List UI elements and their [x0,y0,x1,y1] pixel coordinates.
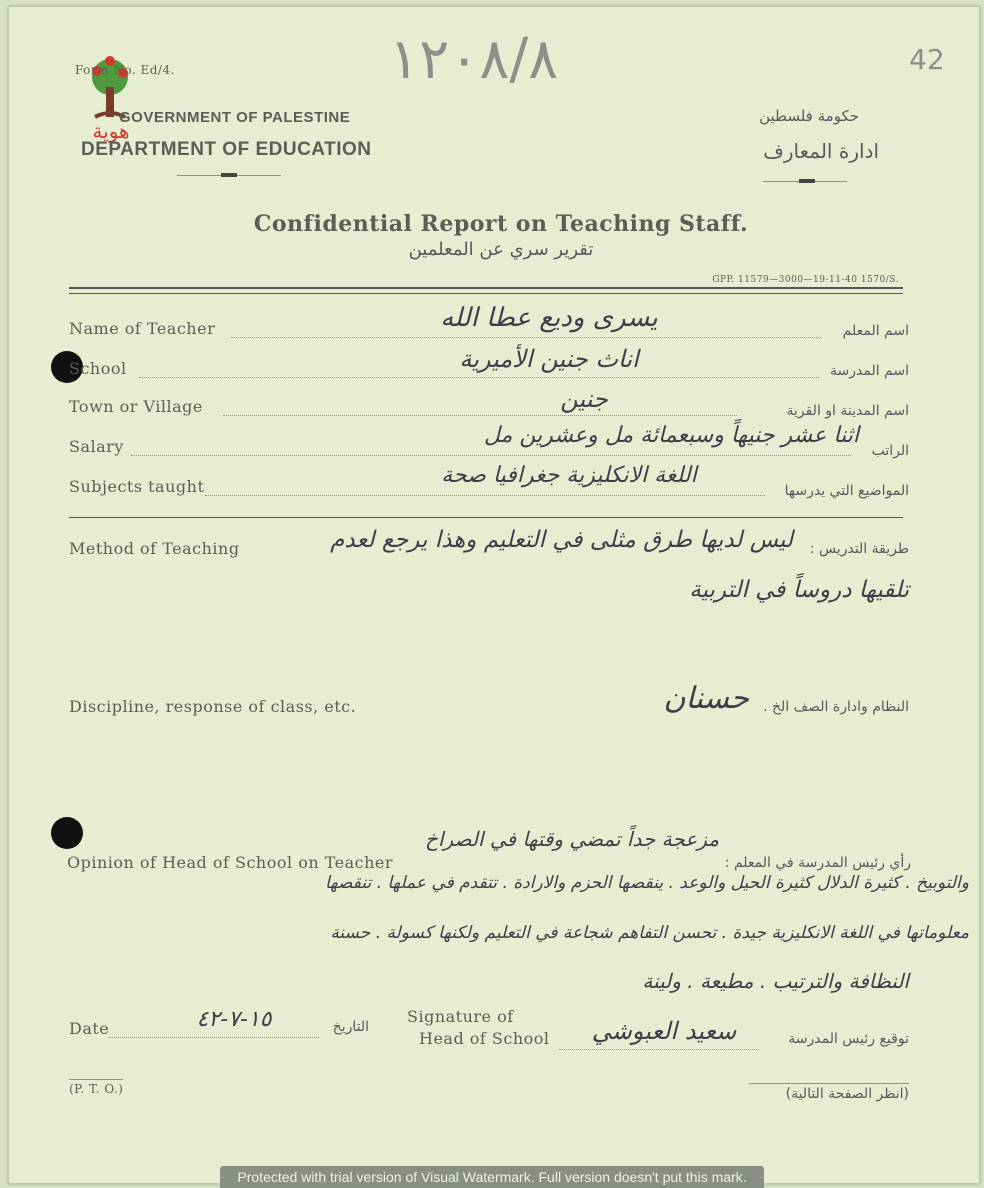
header-rule-left-mark [221,173,237,177]
school-label-arabic: اسم المدرسة [830,363,909,379]
form-number: Form No. Ed/4. [75,63,175,77]
name-label-arabic: اسم المعلم [842,323,909,339]
school-label: School [69,359,127,378]
salary-dotted-line [131,455,851,456]
method-label-arabic: طريقة التدريس : [809,541,909,557]
town-label-arabic: اسم المدينة او القرية [786,403,909,419]
name-value: يسرى وديع عطا الله [440,303,658,333]
page-corner-number: 42 [909,43,945,76]
title-rule-bottom [69,293,903,294]
subjects-label-arabic: المواضيع التي يدرسها [784,483,909,499]
school-value: اناث جنين الأميرية [459,345,639,373]
signature-dotted-line [559,1049,759,1050]
opinion-label: Opinion of Head of School on Teacher [67,853,394,872]
signature-label-line-1: Signature of [407,1007,514,1026]
town-value: جنين [560,385,608,413]
print-code: GPP. 11579—3000—19-11-40 1570/S. [712,275,899,285]
fields-rule [69,517,903,518]
opinion-value-line-4: النظافة والترتيب . مطيعة . ولينة [642,969,909,993]
header-rule-right-mark [799,179,815,183]
pto-label: (P. T. O.) [69,1079,123,1096]
punch-hole-bottom [51,817,83,849]
subjects-value: اللغة الانكليزية جغرافيا صحة [441,463,697,488]
name-label: Name of Teacher [69,319,216,338]
date-value: ١٥-٧-٤٢ [196,1007,272,1032]
method-value-line-2: تلقيها دروساً في التربية [689,577,909,603]
name-dotted-line [231,337,821,338]
date-label-arabic: التاريخ [332,1019,369,1035]
opinion-label-arabic: رأي رئيس المدرسة في المعلم : [724,855,911,871]
opinion-value-line-3: معلوماتها في اللغة الانكليزية جيدة . تحسن التفاهم شجاعة في التعليم ولكنها كسولة . حسنة [330,923,969,943]
discipline-value: حسنان [663,681,749,716]
town-dotted-line [223,415,737,416]
date-label: Date [69,1019,110,1038]
discipline-label: Discipline, response of class, etc. [69,697,357,716]
signature-value: سعيد العبوشي [591,1017,737,1045]
method-value-line-1: ليس لديها طرق مثلى في التعليم وهذا يرجع لعدم [330,527,793,553]
government-title-arabic: حكومة فلسطين [759,107,859,125]
report-title-arabic: تقرير سري عن المعلمين [408,239,594,260]
discipline-label-arabic: النظام وادارة الصف الخ . [763,699,909,715]
school-dotted-line [139,377,819,378]
watermark-banner: Protected with trial version of Visual Watermark. Full version doesn't put this mark. [220,1166,764,1188]
subjects-dotted-line [205,495,765,496]
signature-label-line-2: Head of School [419,1029,550,1048]
department-title-arabic: ادارة المعارف [763,139,879,163]
government-title: GOVERNMENT OF PALESTINE [119,109,351,126]
opinion-value-line-1: مزعجة جداً تمضي وقتها في الصراخ [425,827,719,851]
signature-label-arabic: توقيع رئيس المدرسة [788,1031,909,1047]
pto-label-arabic: (انظر الصفحة التالية) [749,1083,909,1102]
subjects-label: Subjects taught [69,477,205,496]
logo-text: هوية [92,119,130,143]
salary-label: Salary [69,437,124,456]
opinion-value-line-2: والتوبيخ . كثيرة الدلال كثيرة الحيل والوعد . ينقصها الحزم والارادة . تتقدم في عملها . تنقصها [324,873,969,893]
salary-label-arabic: الراتب [871,443,909,459]
report-title: Confidential Report on Teaching Staff. [253,211,749,237]
handwritten-reference: ١٢٠٨/٨ [389,27,559,92]
title-rule-top [69,287,903,289]
town-label: Town or Village [69,397,203,416]
department-title: DEPARTMENT OF EDUCATION [81,139,372,160]
method-label: Method of Teaching [69,539,240,558]
date-dotted-line [109,1037,319,1038]
report-form-sheet [8,6,980,1184]
salary-value: اثنا عشر جنيهاً وسبعمائة مل وعشرين مل [483,423,859,448]
